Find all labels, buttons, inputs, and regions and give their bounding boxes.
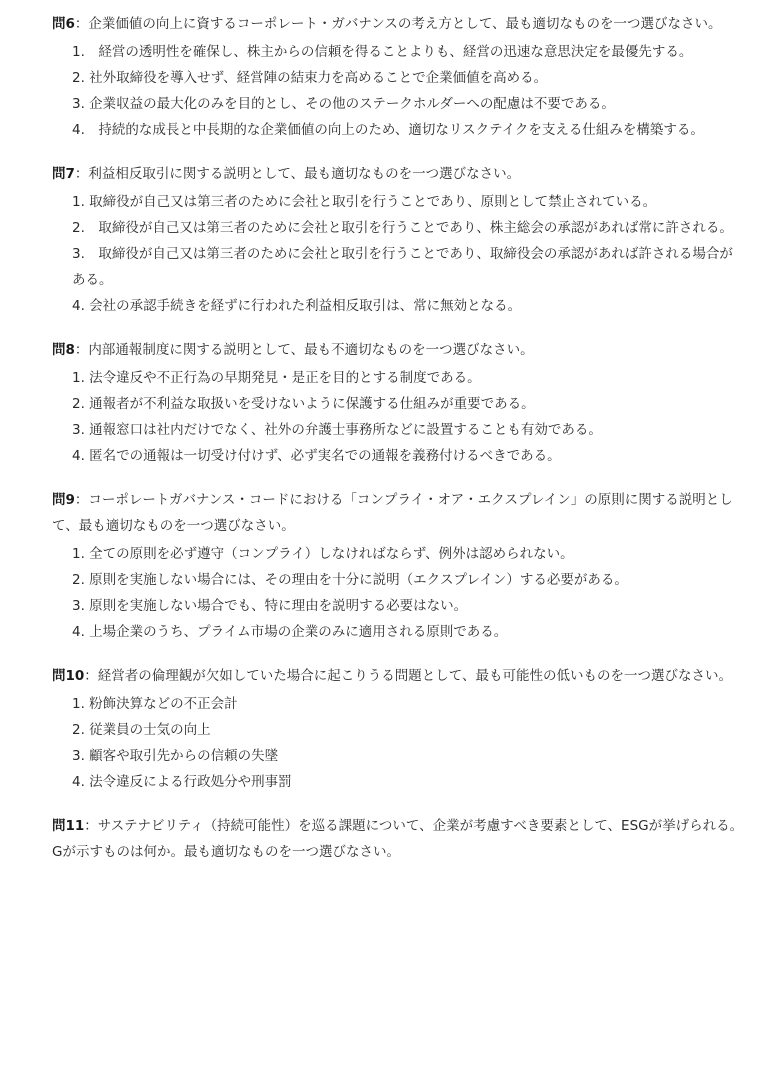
- question-11-separator: ：: [84, 818, 98, 834]
- question-8-option-2: 2. 通報者が不利益な取扱いを受けないように保護する仕組みが重要である。: [72, 396, 535, 412]
- question-9-options: [52, 541, 746, 645]
- question-6-prompt: [52, 11, 746, 37]
- question-7-option-1: 1. 取締役が自己又は第三者のために会社と取引を行うことであり、原則として禁止されている。: [72, 194, 657, 210]
- question-10-separator: ：: [84, 668, 98, 684]
- question-9-number: 問9: [52, 492, 75, 508]
- question-11-text: サステナビリティ（持続可能性）を巡る課題について、企業が考慮すべき要素として、ESGが挙げられる。Gが示すものは何か。最も適切なものを一つ選びなさい。: [52, 818, 744, 860]
- question-6-separator: ：: [74, 16, 89, 32]
- question-6-number: 問6: [52, 16, 75, 32]
- question-10-option-4: 4. 法令違反による行政処分や刑事罰: [72, 774, 292, 790]
- question-7-prompt: [52, 161, 746, 187]
- question-6-text: 企業価値の向上に資するコーポレート・ガバナンスの考え方として、最も適切なものを一つ選びなさい。: [88, 16, 722, 32]
- question-10-option-1: 1. 粉飾決算などの不正会計: [72, 696, 238, 712]
- question-6-option-3: 3. 企業収益の最大化のみを目的とし、その他のステークホルダーへの配慮は不要である。: [72, 96, 615, 112]
- question-9-option-3: 3. 原則を実施しない場合でも、特に理由を説明する必要はない。: [72, 598, 468, 614]
- question-10-prompt: [52, 663, 746, 689]
- question-11-number: 問11: [52, 818, 85, 834]
- question-8-number: 問8: [52, 342, 75, 358]
- question-10-option-3: 3. 顧客や取引先からの信頼の失墜: [72, 748, 279, 764]
- question-6-option-1: 1. 経営の透明性を確保し、株主からの信頼を得ることよりも、経営の迅速な意思決定を最優先する。: [72, 44, 693, 60]
- question-9-option-2: 2. 原則を実施しない場合には、その理由を十分に説明（エクスプレイン）する必要がある。: [72, 572, 628, 588]
- question-9-separator: ：: [74, 492, 89, 508]
- question-9-option-1: 1. 全ての原則を必ず遵守（コンプライ）しなければならず、例外は認められない。: [72, 546, 574, 562]
- question-8-option-3: 3. 通報窓口は社内だけでなく、社外の弁護士事務所などに設置することも有効である。: [72, 422, 602, 438]
- question-10: [52, 663, 746, 795]
- question-7-separator: ：: [74, 166, 89, 182]
- question-7-number: 問7: [52, 166, 75, 182]
- question-8-options: [52, 365, 746, 469]
- question-8: [52, 337, 746, 469]
- question-7-option-2: 2. 取締役が自己又は第三者のために会社と取引を行うことであり、株主総会の承認があれば常に許される。: [72, 220, 733, 236]
- question-6-option-4: 4. 持続的な成長と中長期的な企業価値の向上のため、適切なリスクテイクを支える仕組みを構築する。: [72, 122, 704, 138]
- question-9-option-4: 4. 上場企業のうち、プライム市場の企業のみに適用される原則である。: [72, 624, 508, 640]
- question-8-prompt: [52, 337, 746, 363]
- question-8-text: 内部通報制度に関する説明として、最も不適切なものを一つ選びなさい。: [88, 342, 534, 358]
- question-7-option-3: 3. 取締役が自己又は第三者のために会社と取引を行うことであり、取締役会の承認があれば許される場合がある。: [72, 246, 733, 288]
- question-9-prompt: [52, 487, 746, 539]
- question-9-text: コーポレートガバナンス・コードにおける「コンプライ・オア・エクスプレイン」の原則に関する説明として、最も適切なものを一つ選びなさい。: [52, 492, 733, 534]
- question-10-number: 問10: [52, 668, 85, 684]
- question-10-text: 経営者の倫理観が欠如していた場合に起こりうる問題として、最も可能性の低いものを一つ選びなさい。: [97, 668, 733, 684]
- question-6: [52, 11, 746, 143]
- question-7-options: [52, 189, 746, 319]
- question-7-text: 利益相反取引に関する説明として、最も適切なものを一つ選びなさい。: [88, 166, 521, 182]
- question-7: [52, 161, 746, 319]
- question-7-option-4: 4. 会社の承認手続きを経ずに行われた利益相反取引は、常に無効となる。: [72, 298, 522, 314]
- question-6-options: [52, 39, 746, 143]
- question-10-option-2: 2. 従業員の士気の向上: [72, 722, 211, 738]
- question-9: [52, 487, 746, 645]
- question-6-option-2: 2. 社外取締役を導入せず、経営陣の結束力を高めることで企業価値を高める。: [72, 70, 548, 86]
- question-8-option-1: 1. 法令違反や不正行為の早期発見・是正を目的とする制度である。: [72, 370, 481, 386]
- question-11: [52, 813, 746, 865]
- question-10-options: [52, 691, 746, 795]
- question-8-separator: ：: [74, 342, 89, 358]
- question-11-prompt: [52, 813, 746, 865]
- question-8-option-4: 4. 匿名での通報は一切受け付けず、必ず実名での通報を義務付けるべきである。: [72, 448, 561, 464]
